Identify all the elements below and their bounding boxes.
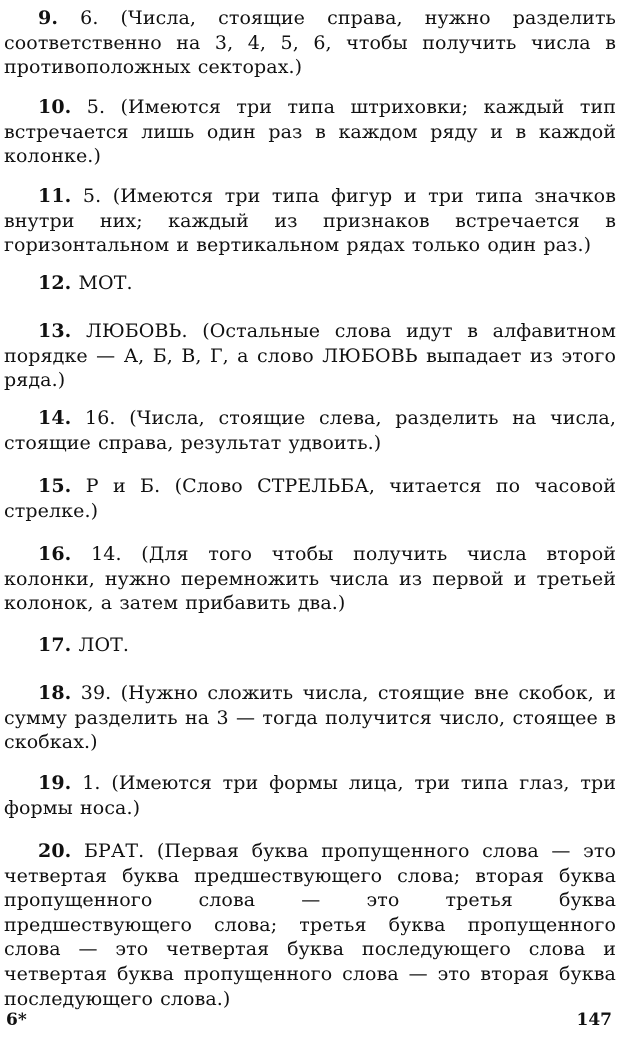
answer-number: 18. [38, 682, 72, 704]
answer-text: 1. (Имеются три формы лица, три типа глаз, три формы носа.) [4, 772, 617, 819]
answer-16 [4, 542, 616, 616]
answer-text: МОТ. [78, 272, 133, 294]
answer-9 [4, 6, 616, 80]
answer-number: 17. [38, 634, 72, 656]
answer-15 [4, 474, 616, 523]
answer-text: ЛОТ. [78, 634, 130, 656]
answer-text: 14. (Для того чтобы получить числа второй колонки, нужно перемножить числа из первой и третьей колонок, а затем прибавить два.) [4, 543, 616, 615]
answer-text: 39. (Нужно сложить числа, стоящие вне скобок, и сумму разделить на 3 — тогда получится число, стоящее в скобках.) [4, 682, 616, 754]
answer-number: 12. [38, 272, 72, 294]
signature-mark: 6* [6, 1010, 27, 1030]
page-number: 147 [576, 1010, 612, 1030]
answer-14 [4, 406, 616, 455]
answer-19 [4, 771, 616, 820]
answer-number: 14. [38, 407, 72, 429]
answer-number: 16. [38, 543, 72, 565]
answer-text: 6. (Числа, стоящие справа, нужно разделить соответственно на 3, 4, 5, 6, чтобы получить числа в противоположных секторах.) [4, 7, 616, 79]
answer-20 [4, 839, 616, 1011]
answer-text: Р и Б. (Слово СТРЕЛЬБА, читается по часовой стрелке.) [4, 475, 617, 522]
answer-number: 9. [38, 7, 59, 29]
answer-number: 20. [38, 840, 72, 862]
answer-text: ЛЮБОВЬ. (Остальные слова идут в алфавитном порядке — А, Б, В, Г, а слово ЛЮБОВЬ выпадает из этого ряда.) [4, 320, 616, 392]
answer-number: 13. [38, 320, 72, 342]
answer-10 [4, 95, 616, 169]
answer-number: 15. [38, 475, 72, 497]
answer-12 [4, 271, 133, 296]
answer-number: 19. [38, 772, 72, 794]
answer-text: 5. (Имеются три типа фигур и три типа значков внутри них; каждый из признаков встречается в горизонтальном и вертикальном рядах только один раз.) [4, 185, 617, 257]
answer-number: 10. [38, 96, 72, 118]
answer-text: 16. (Числа, стоящие слева, разделить на числа, стоящие справа, результат удвоить.) [4, 407, 617, 454]
answer-text: 5. (Имеются три типа штриховки; каждый тип встречается лишь один раз в каждом ряду и в каждой колонке.) [4, 96, 616, 168]
answer-13 [4, 319, 616, 393]
answer-17 [4, 633, 129, 658]
answer-11 [4, 184, 616, 258]
answer-text: БРАТ. (Первая буква пропущенного слова — это четвертая буква предшествующего слова; вторая буква пропущенного слова — это третья буква предшествующего слова; третья буква пропущенного слова — это четвертая буква последующего слова и четвертая буква пропущенного слова — это вторая буква последующего слова.) [4, 840, 617, 1010]
answer-number: 11. [38, 185, 72, 207]
answer-18 [4, 681, 616, 755]
